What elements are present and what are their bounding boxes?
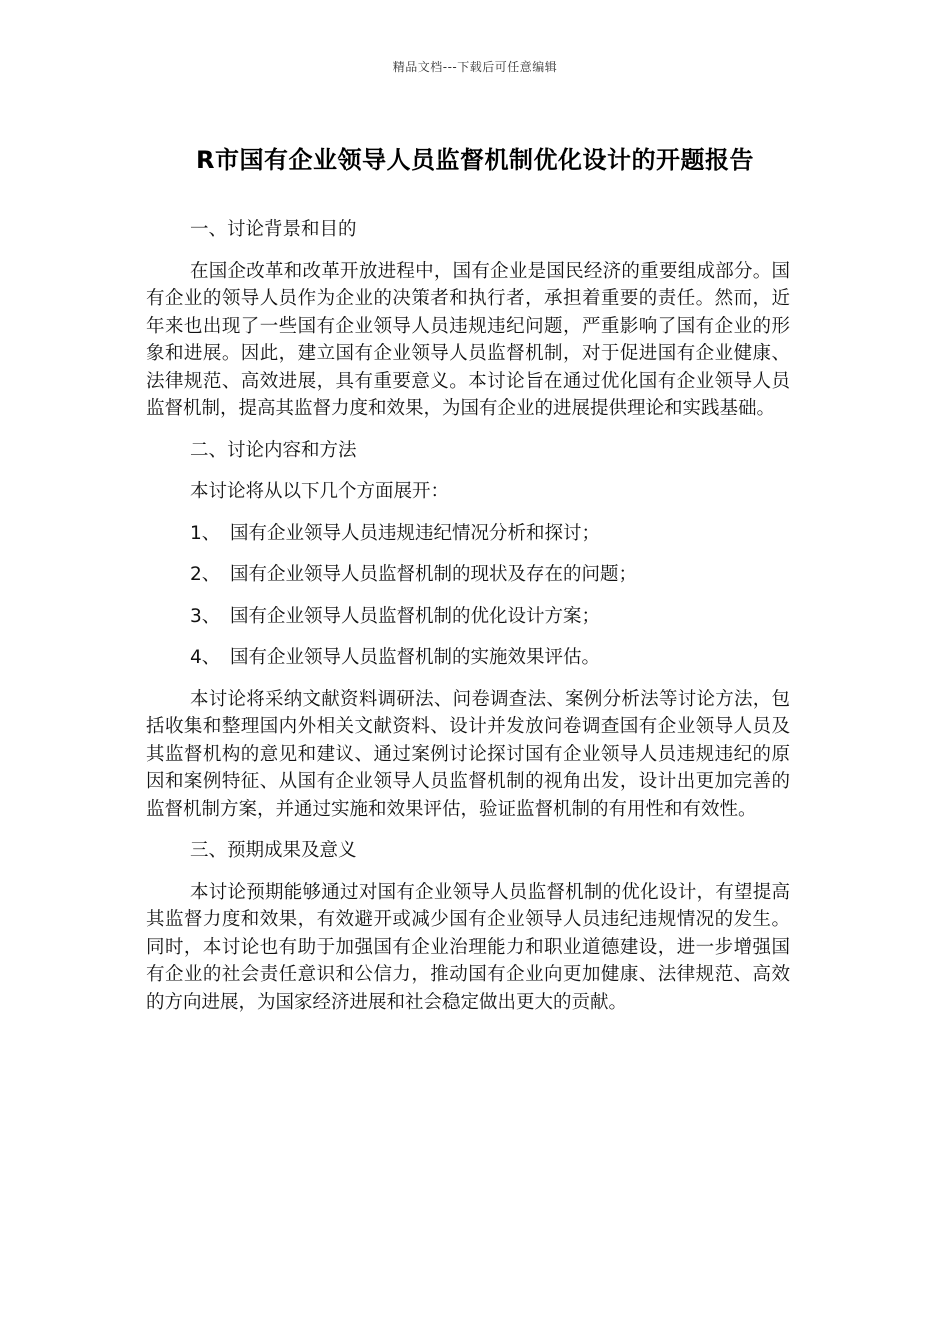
page-header-note: 精品文档---下载后可任意编辑	[392, 60, 558, 74]
list-item-text: 国有企业领导人员监督机制的优化设计方案；	[230, 605, 601, 627]
section-2-intro: 本讨论将从以下几个方面展开：	[190, 481, 450, 502]
document-body	[146, 216, 790, 1030]
list-item-number: 3、	[190, 605, 221, 627]
section-2-paragraph: 本讨论将采纳文献资料调研法、问卷调查法、案例分析法等讨论方法，包括收集和整理国内外相关文献资料、设计并发放问卷调查国有企业领导人员及其监督机构的意见和建议、通过案例讨论探讨国有企业领导人员违规违纪的原因和案例特征、从国有企业领导人员监督机制的视角出发，设计出更加完善的监督机制方案，并通过实施和效果评估，验证监督机制的有用性和有效性。	[146, 688, 790, 820]
list-item	[146, 520, 790, 548]
list-item-number: 4、	[190, 647, 221, 668]
list-item-text: 国有企业领导人员监督机制的现状及存在的问题；	[230, 564, 638, 585]
list-item-text: 国有企业领导人员违规违纪情况分析和探讨；	[230, 522, 601, 544]
section-3-paragraph: 本讨论预期能够通过对国有企业领导人员监督机制的优化设计，有望提高其监督力度和效果，有效避开或减少国有企业领导人员违纪违规情况的发生。同时，本讨论也有助于加强国有企业治理能力和职业道德建设，进一步增强国有企业的社会责任意识和公信力，推动国有企业向更加健康、法律规范、高效的方向进展，为国家经济进展和社会稳定做出更大的贡献。	[146, 881, 790, 1013]
document-title: R市国有企业领导人员监督机制优化设计的开题报告	[196, 146, 754, 174]
list-item	[146, 603, 790, 631]
list-item-number: 2、	[190, 564, 221, 585]
section-2-heading: 二、讨论内容和方法	[190, 439, 357, 461]
section-1-heading: 一、讨论背景和目的	[190, 219, 357, 240]
list-item-number: 1、	[190, 522, 221, 544]
list-item	[146, 644, 790, 672]
list-item-text: 国有企业领导人员监督机制的实施效果评估。	[230, 647, 601, 668]
section-3-heading: 三、预期成果及意义	[190, 840, 357, 861]
section-1-paragraph: 在国企改革和改革开放进程中，国有企业是国民经济的重要组成部分。国有企业的领导人员作为企业的决策者和执行者，承担着重要的责任。然而，近年来也出现了一些国有企业领导人员违规违纪问题，严重影响了国有企业的形象和进展。因此，建立国有企业领导人员监督机制，对于促进国有企业健康、法律规范、高效进展，具有重要意义。本讨论旨在通过优化国有企业领导人员监督机制，提高其监督力度和效果，为国有企业的进展提供理论和实践基础。	[146, 260, 790, 419]
list-item	[146, 561, 790, 589]
